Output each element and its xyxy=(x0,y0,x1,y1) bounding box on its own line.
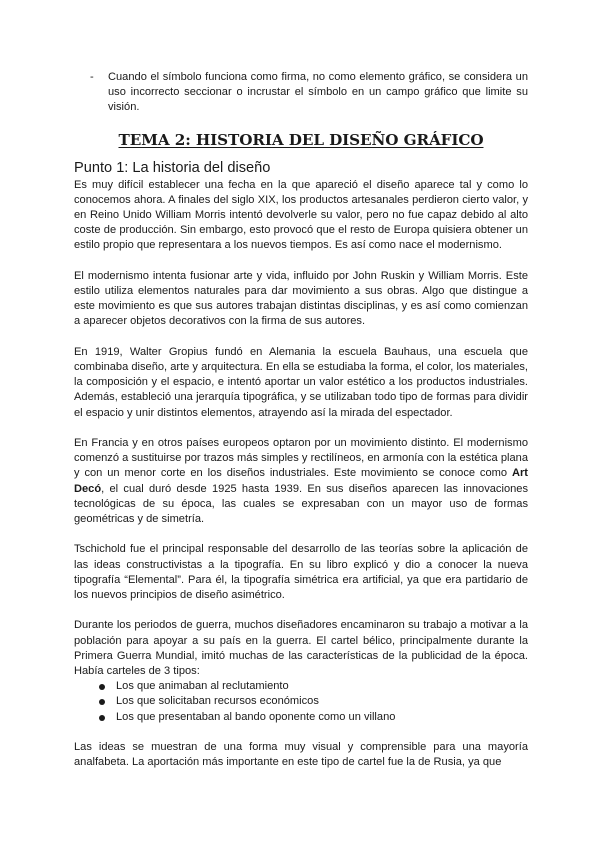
paragraph-tschichold: Tschichold fue el principal responsable del desarrollo de las teorías sobre la aplicación de las ideas constructivistas a la tipografía. En su libro explicó y dio a conocer la nueva tipografía “Elemental”. Para él, la tipografía simétrica era artificial, ya que era partidario de los nuevos principios de diseño asimétrico. xyxy=(74,543,528,602)
chapter-title: TEMA 2: HISTORIA DEL DISEÑO GRÁFICO xyxy=(118,130,484,149)
intro-list-item xyxy=(90,70,528,116)
list-item-text: Los que solicitaban recursos económicos xyxy=(116,695,319,708)
paragraph-bauhaus: En 1919, Walter Gropius fundó en Alemania la escuela Bauhaus, una escuela que combinaba diseño, arte y arquitectura. En ella se estudiaba la forma, el color, los materiales, la composición y el espacio, e intentó aportar un valor estético a los productos industriales. Además, estableció una jerarquía tipográfica, y se utilizaban todo tipo de formas para dividir el espacio y unir distintos elementos, atrayendo así la mirada del espectador. xyxy=(74,345,528,419)
section-title: Punto 1: La historia del diseño xyxy=(74,159,271,176)
paragraph-origins: Es muy difícil establecer una fecha en la que apareció el diseño aparece tal y como lo conocemos ahora. A finales del siglo XIX, los productos artesanales perdieron cierto valor, y en Reino Unido William Morris intentó devolverle su valor, pero no fue capaz debido al alto coste de producción. Sin embargo, esto provocó que el resto de Europa quisiera obtener un estilo propio que representara a los nuevos tiempos. Es así como nace el modernismo. xyxy=(74,178,528,252)
art-deco-text-after: , el cual duró desde 1925 hasta 1939. En sus diseños aparecen las innovaciones tecnológicas de su época, las cuales se expresaban con un mayor uso de formas geométricas y de simetría. xyxy=(74,482,528,526)
list-item xyxy=(98,710,528,725)
paragraph-guerra: Durante los periodos de guerra, muchos diseñadores encaminaron su trabajo a motivar a la población para apoyar a su país en la guerra. El cartel bélico, principalmente durante la Primera Guerra Mundial, imitó muchas de las características de la publicidad de la época. Había carteles de 3 tipos: xyxy=(74,619,528,678)
paragraph-modernismo: El modernismo intenta fusionar arte y vida, influido por John Ruskin y William Morris. Este estilo utiliza elementos naturales para dar movimiento a sus obras. Algo que distingue a este movimiento es que sus autores trabajan distintas disciplinas, y es así como comienzan a aparecer objetos decorativos con la firma de sus autores. xyxy=(74,269,528,328)
poster-types-list xyxy=(74,679,528,725)
bullet-icon xyxy=(99,715,105,721)
paragraph-final: Las ideas se muestran de una forma muy visual y comprensible para una mayoría analfabeta. La aportación más importante en este tipo de cartel fue la de Rusia, ya que xyxy=(74,741,528,769)
art-deco-text-before: En Francia y en otros países europeos optaron por un movimiento distinto. El modernismo comenzó a sustituirse por trazos más simples y rectilíneos, en armonía con la estética plana y con un menor corte en los diseños industriales. Este movimiento se conoce como xyxy=(74,437,528,480)
bullet-icon xyxy=(99,699,105,705)
bullet-icon xyxy=(99,684,105,690)
art-deco-term: Art Decó xyxy=(74,467,528,495)
list-item xyxy=(98,679,528,694)
list-item xyxy=(98,694,528,709)
list-item-text: Los que animaban al reclutamiento xyxy=(116,680,289,693)
paragraph-art-deco xyxy=(74,436,528,527)
dash-marker: - xyxy=(90,71,94,83)
list-item-text: Los que presentaban al bando oponente como un villano xyxy=(116,710,396,723)
intro-list-text: Cuando el símbolo funciona como firma, no como elemento gráfico, se considera un uso incorrecto seccionar o incrustar el símbolo en un campo gráfico que limite su visión. xyxy=(108,71,528,114)
